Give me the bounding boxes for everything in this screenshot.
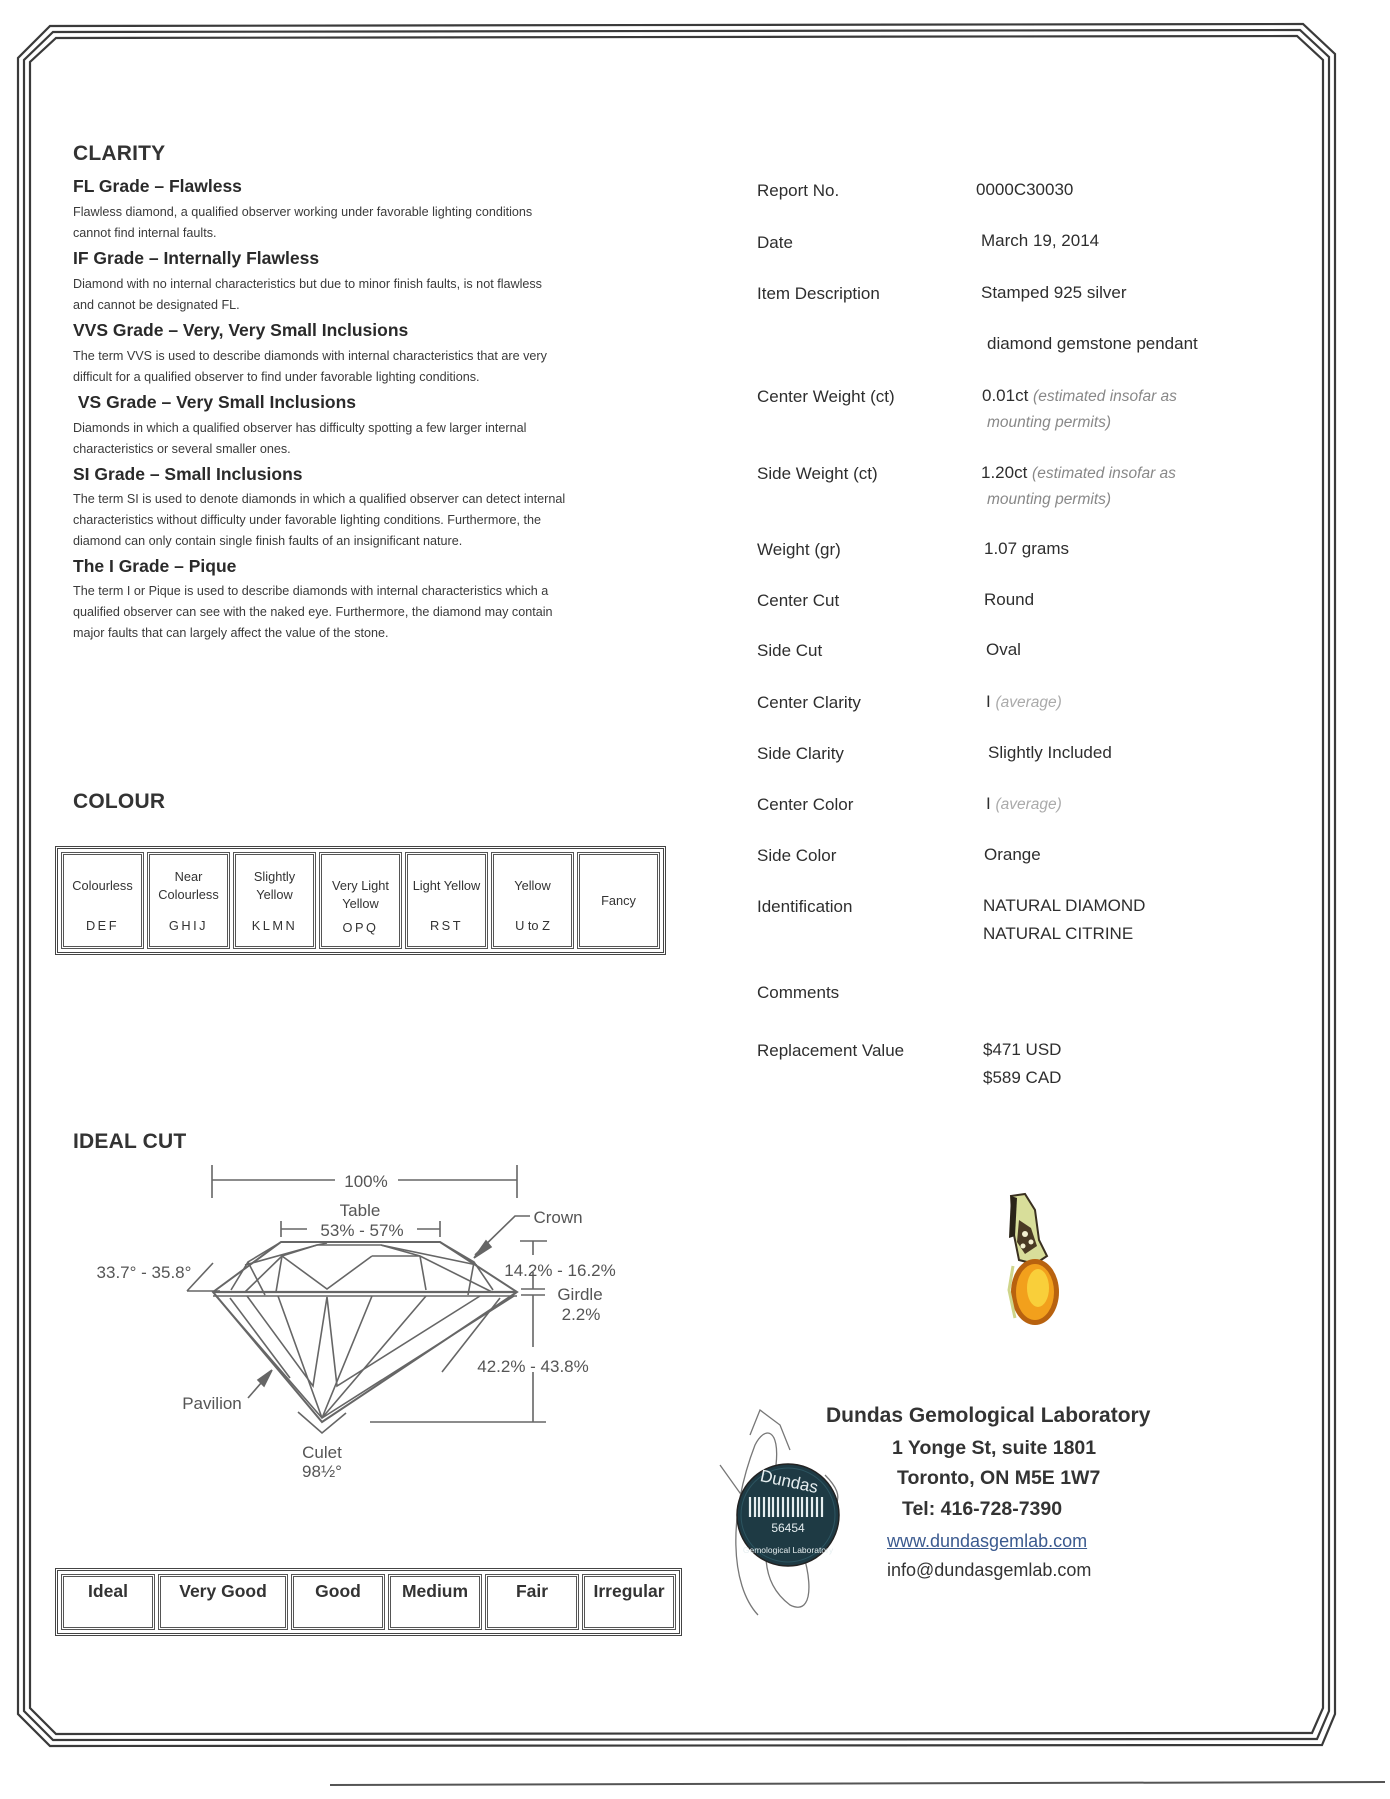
colour-name: Light Yellow: [412, 878, 481, 893]
field-label: Weight (gr): [757, 540, 841, 559]
field-value: Stamped 925 silver: [981, 283, 1127, 302]
pendant-photo: [995, 1190, 1075, 1350]
lab-seal: [710, 1405, 880, 1625]
total-width-label: 100%: [344, 1172, 388, 1191]
diamond-proportions-diagram: [0, 0, 700, 1500]
crown-label: Crown: [533, 1208, 583, 1227]
field-label: Side Clarity: [757, 744, 844, 763]
colour-letters: RST: [429, 918, 464, 933]
field-value: [981, 459, 1176, 487]
line: characteristics without difficulty under favorable lighting conditions. Furthermore, the: [73, 513, 542, 527]
line: cannot find internal faults.: [73, 226, 217, 240]
field-value: [982, 382, 1177, 410]
colour-name: Slightly Yellow: [253, 869, 296, 902]
colour-name: Colourless: [72, 878, 133, 893]
field-value: Round: [984, 590, 1035, 609]
cut-grade-medium: Medium: [388, 1574, 482, 1630]
line: and cannot be designated FL.: [73, 298, 240, 312]
field-note-line2: mounting permits): [987, 491, 1112, 508]
field-label: Side Weight (ct): [757, 464, 878, 483]
lab-address1: 1 Yonge St, suite 1801: [892, 1437, 1097, 1459]
field-label: Item Description: [757, 284, 880, 303]
color-note: (average): [995, 796, 1062, 813]
scan-line: [330, 1782, 1385, 1785]
field-label: Report No.: [757, 181, 840, 200]
field-label: Side Cut: [757, 641, 823, 660]
colour-letters: OPQ: [342, 920, 379, 935]
culet-label: Culet: [302, 1443, 342, 1462]
culet-angle-label: 98½°: [302, 1462, 342, 1481]
field-value: [986, 688, 1062, 716]
field-value: Orange: [984, 845, 1041, 864]
field-label: Center Cut: [757, 591, 840, 610]
field-value: [986, 790, 1062, 818]
girdle-label: Girdle: [557, 1285, 603, 1304]
field-value: 0000C30030: [976, 180, 1074, 199]
line: difficult for a qualified observer to find under favorable lighting conditions.: [73, 370, 480, 384]
field-value: Oval: [986, 640, 1021, 659]
grade-heading: FL Grade – Flawless: [73, 176, 242, 196]
field-label: Replacement Value: [757, 1041, 905, 1060]
seal-top-text: Dundas: [758, 1466, 820, 1498]
field-label: Center Color: [757, 795, 854, 814]
field-value: Slightly Included: [988, 743, 1112, 762]
colour-name: Very Light Yellow: [332, 878, 389, 911]
ideal-cut-title: IDEAL CUT: [73, 1130, 187, 1153]
grade-heading: VS Grade – Very Small Inclusions: [73, 392, 357, 412]
field-value: $471 USD: [983, 1040, 1062, 1059]
line: The term I or Pique is used to describe diamonds with internal characteristics which a: [73, 584, 549, 598]
pavilion-label: Pavilion: [182, 1394, 242, 1413]
lab-website-link[interactable]: www.dundasgemlab.com: [887, 1531, 1088, 1551]
cut-grade-fair: Fair: [485, 1574, 579, 1630]
field-label: Date: [757, 233, 793, 252]
line: The term SI is used to denote diamonds in which a qualified observer can detect internal: [73, 492, 566, 506]
colour-title: COLOUR: [73, 790, 166, 813]
grade-heading: IF Grade – Internally Flawless: [73, 248, 320, 268]
cut-grade-irregular: Irregular: [582, 1574, 676, 1630]
line: qualified observer can see with the naked eye. Furthermore, the diamond may contain: [73, 605, 553, 619]
seal-bottom-text: Gemological Laboratory: [742, 1545, 834, 1555]
cut-grade-ideal: Ideal: [61, 1574, 155, 1630]
cut-grade-good: Good: [291, 1574, 385, 1630]
line: characteristics or several smaller ones.: [73, 442, 291, 456]
colour-letters: GHIJ: [168, 918, 209, 933]
field-label: Center Weight (ct): [757, 387, 895, 406]
colour-letters: U to Z: [515, 918, 550, 933]
color-value: I: [986, 794, 991, 813]
lab-email[interactable]: info@dundasgemlab.com: [887, 1560, 1092, 1580]
table-range-label: 53% - 57%: [320, 1221, 404, 1240]
cut-grade-table: [55, 1568, 682, 1636]
field-label: Comments: [757, 983, 840, 1002]
line: diamond can only contain single finish faults of an insignificant nature.: [73, 534, 463, 548]
lab-phone: Tel: 416-728-7390: [902, 1498, 1063, 1520]
line: The term VVS is used to describe diamonds with internal characteristics that are very: [73, 349, 547, 363]
grade-heading: SI Grade – Small Inclusions: [73, 464, 303, 484]
clarity-title: CLARITY: [73, 142, 166, 165]
field-note-line2: mounting permits): [987, 414, 1112, 431]
colour-name: Near Colourless: [158, 869, 219, 902]
line: Diamond with no internal characteristics but due to minor finish faults, is not flawless: [73, 277, 542, 291]
colour-letters: KLMN: [251, 918, 298, 933]
seal-number: 56454: [771, 1521, 805, 1535]
weight-value: 0.01ct: [982, 386, 1029, 405]
crown-angle-label: 33.7° - 35.8°: [96, 1263, 192, 1282]
field-label: Center Clarity: [757, 693, 861, 712]
field-value: 1.07 grams: [984, 539, 1070, 558]
line: major faults that can largely affect the value of the stone.: [73, 626, 389, 640]
girdle-value-label: 2.2%: [561, 1305, 601, 1324]
field-value-line2: NATURAL CITRINE: [983, 924, 1134, 943]
lab-name: Dundas Gemological Laboratory: [826, 1404, 1151, 1427]
weight-note: (estimated insofar as: [1033, 388, 1177, 405]
pavilion-depth-label: 42.2% - 43.8%: [477, 1357, 589, 1376]
field-value: NATURAL DIAMOND: [983, 896, 1146, 915]
table-label: Table: [339, 1201, 381, 1220]
field-label: Side Color: [757, 846, 837, 865]
field-value-line2: $589 CAD: [983, 1068, 1062, 1087]
weight-note: (estimated insofar as: [1032, 465, 1176, 482]
line: Diamonds in which a qualified observer has difficulty spotting a few larger internal: [73, 421, 527, 435]
field-value: March 19, 2014: [981, 231, 1100, 250]
grade-heading: VVS Grade – Very, Very Small Inclusions: [73, 320, 409, 340]
field-label: Identification: [757, 897, 853, 916]
colour-name: Yellow: [514, 878, 551, 893]
cut-grade-very-good: Very Good: [158, 1574, 288, 1630]
colour-name: Fancy: [601, 892, 636, 908]
crown-height-label: 14.2% - 16.2%: [504, 1261, 616, 1280]
grade-heading: The I Grade – Pique: [73, 556, 237, 576]
lab-address2: Toronto, ON M5E 1W7: [897, 1467, 1101, 1489]
field-value-line2: diamond gemstone pendant: [987, 334, 1198, 353]
line: Flawless diamond, a qualified observer working under favorable lighting conditions: [73, 205, 533, 219]
clarity-note: (average): [995, 694, 1062, 711]
weight-value: 1.20ct: [981, 463, 1028, 482]
clarity-value: I: [986, 692, 991, 711]
colour-letters: DEF: [85, 918, 120, 933]
